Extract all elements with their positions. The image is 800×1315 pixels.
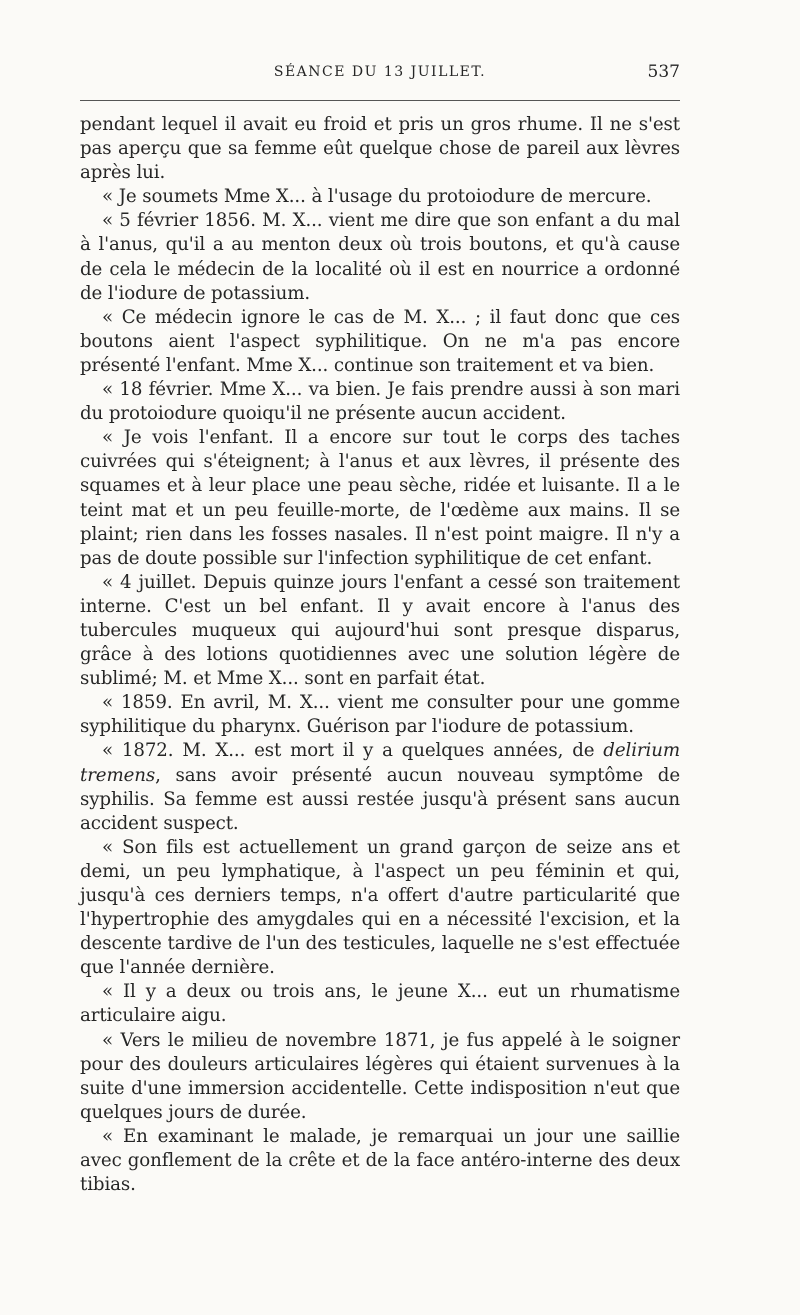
paragraph: « Je soumets Mme X... à l'usage du protoiodure de mercure.	[102, 186, 652, 208]
paragraph: « 5 février 1856. M. X... vient me dire que son enfant a du mal à l'anus, qu'il a au menton deux où trois boutons, et qu'à cause de cela le médecin de la localité où il est en nourrice a ordonné de l'iodure de potassium.	[80, 210, 680, 304]
paragraph: « 4 juillet. Depuis quinze jours l'enfant a cessé son traitement interne. C'est un bel enfant. Il y avait encore à l'anus des tubercules muqueux qui aujourd'hui sont presque disparus, grâce à des lotions quotidiennes avec une solution légère de sublimé; M. et Mme X... sont en parfait état.	[80, 571, 680, 690]
paragraph-text: « 1872. M. X... est mort il y a quelques années, de	[102, 740, 604, 762]
paragraph: pendant lequel il avait eu froid et pris un gros rhume. Il ne s'est pas aperçu que sa femme eût quelque chose de pareil aux lèvres après lui.	[80, 114, 680, 184]
header-rule	[80, 100, 680, 101]
paragraph: « 18 février. Mme X... va bien. Je fais prendre aussi à son mari du protoiodure quoiqu'il ne présente aucun accident.	[80, 379, 680, 425]
paragraph: « Son fils est actuellement un grand garçon de seize ans et demi, un peu lymphatique, à l'aspect un peu féminin et qui, jusqu'à ces derniers temps, n'a offert d'autre particularité que l'hypertrophie des amygdales qui en a nécessité l'excision, et la descente tardive de l'un des testicules, laquelle ne s'est effectuée que l'année dernière.	[80, 836, 680, 979]
paragraph: « Ce médecin ignore le cas de M. X... ; il faut donc que ces boutons aient l'aspect syphilitique. On ne m'a pas encore présenté l'enfant. Mme X... continue son traitement et va bien.	[80, 306, 680, 376]
paragraph: « 1859. En avril, M. X... vient me consulter pour une gomme syphilitique du pharynx. Guérison par l'iodure de potassium.	[80, 692, 680, 738]
running-head	[80, 64, 680, 88]
paragraph: « Je vois l'enfant. Il a encore sur tout le corps des taches cuivrées qui s'éteignent; à l'anus et aux lèvres, il présente des squames et à leur place une peau sèche, ridée et luisante. Il a le teint mat et un peu feuille-morte, de l'œdème aux mains. Il se plaint; rien dans les fosses nasales. Il n'est point maigre. Il n'y a pas de doute possible sur l'infection syphilitique de cet enfant.	[80, 427, 680, 569]
italic-term: delirium tremens	[80, 740, 680, 786]
paragraph-text: , sans avoir présenté aucun nouveau symptôme de syphilis. Sa femme est aussi restée jusqu'à présent sans aucun accident suspect.	[80, 764, 680, 834]
body-text	[80, 113, 680, 1197]
paragraph: « En examinant le malade, je remarquai un jour une saillie avec gonflement de la crête et de la face antéro-interne des deux tibias.	[80, 1125, 680, 1196]
paragraph	[80, 739, 680, 835]
paragraph: « Il y a deux ou trois ans, le jeune X... eut un rhumatisme articulaire aigu.	[80, 981, 680, 1027]
page-number: 537	[647, 62, 680, 82]
paragraph: « Vers le milieu de novembre 1871, je fus appelé à le soigner pour des douleurs articulaires légères qui étaient survenues à la suite d'une immersion accidentelle. Cette indisposition n'eut que quelques jours de durée.	[80, 1029, 680, 1123]
running-head-title: SÉANCE DU 13 JUILLET.	[273, 64, 487, 80]
